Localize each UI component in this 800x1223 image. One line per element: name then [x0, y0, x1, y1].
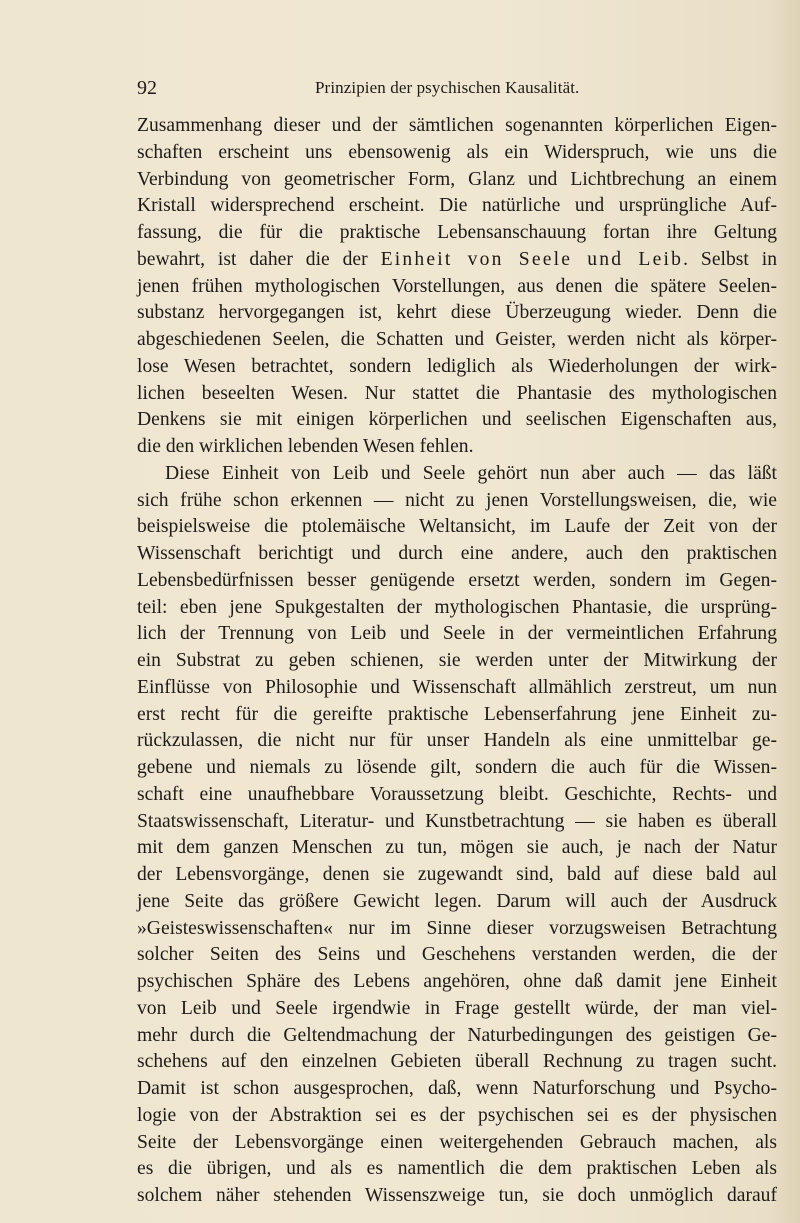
text-line: Lebensbedürfnissen besser genügende ersetzt werden, sondern im Gegen-: [137, 569, 777, 591]
text-line: psychischen Sphäre des Lebens angehören, ohne daß damit jene Einheit: [137, 971, 777, 992]
text-line: die den wirklichen lebenden Wesen fehlen.: [137, 436, 474, 457]
text-line: solchem näher stehenden Wissenszweige tun, sie doch unmöglich darauf: [137, 1185, 777, 1206]
text-line: logie von der Abstraktion sei es der psychischen sei es der physischen: [137, 1104, 777, 1126]
page-header: [0, 76, 800, 106]
text-line: schaft eine unaufhebbare Voraussetzung bleibt. Geschichte, Rechts- und: [137, 783, 777, 805]
text-line: es die übrigen, und als es namentlich die dem praktischen Leben als: [137, 1158, 777, 1180]
text-line: abgeschiedenen Seelen, die Schatten und Geister, werden nicht als körper-: [137, 329, 777, 350]
text-line-emphasis: [137, 247, 777, 274]
text-line: mehr durch die Geltendmachung der Naturbedingungen des geistigen Ge-: [137, 1024, 777, 1046]
text-line: der Lebensvorgänge, denen sie zugewandt sind, bald auf diese bald aul: [137, 864, 777, 885]
running-head: Prinzipien der psychischen Kausalität.: [315, 78, 580, 97]
text-line: Einflüsse von Philosophie und Wissenschaft allmählich zerstreut, um nun: [137, 676, 777, 698]
text-line: »Geisteswissenschaften« nur im Sinne dieser vorzugsweisen Betrachtung: [137, 917, 777, 939]
text-line: Zusammenhang dieser und der sämtlichen sogenannten körperlichen Eigen-: [137, 115, 777, 136]
text-line: beispielsweise die ptolemäische Weltansicht, im Laufe der Zeit von der: [137, 516, 777, 538]
text-line: Verbindung von geometrischer Form, Glanz und Lichtbrechung an einem: [137, 168, 777, 190]
paragraph-start-line: Diese Einheit von Leib und Seele gehört nun aber auch — das läßt: [165, 462, 777, 484]
text-line: jene Seite das größere Gewicht legen. Darum will auch der Ausdruck: [137, 890, 777, 912]
text-line: schehens auf den einzelnen Gebieten überall Rechnung zu tragen sucht.: [137, 1051, 777, 1073]
body-text: [137, 113, 777, 1210]
text-line: mit dem ganzen Menschen zu tun, mögen sie auch, je nach der Natur: [137, 837, 777, 859]
text-line: Wissenschaft berichtigt und durch eine andere, auch den praktischen: [137, 543, 777, 564]
text-line: Damit ist schon ausgesprochen, daß, wenn Naturforschung und Psycho-: [137, 1078, 777, 1099]
text-line: jenen frühen mythologischen Vorstellungen, aus denen die spätere Seelen-: [137, 275, 777, 297]
text-line: rückzulassen, die nicht nur für unser Handeln als eine unmittelbar ge-: [137, 730, 777, 752]
text-line: Kristall widersprechend erscheint. Die natürliche und ursprüngliche Auf-: [137, 195, 777, 217]
text-segment: bewahrt, ist daher die der: [137, 248, 381, 270]
text-segment: . Selbst in: [683, 248, 777, 270]
text-line: erst recht für die gereifte praktische Lebenserfahrung jene Einheit zu-: [137, 703, 777, 725]
text-line: sich frühe schon erkennen — nicht zu jenen Vorstellungsweisen, die, wie: [137, 489, 777, 511]
text-line: lichen beseelten Wesen. Nur stattet die Phantasie des mythologischen: [137, 382, 777, 404]
text-line: lich der Trennung von Leib und Seele in der vermeintlichen Erfahrung: [137, 623, 777, 645]
page-number: 92: [137, 77, 157, 99]
text-line: teil: eben jene Spukgestalten der mythologischen Phantasie, die ursprüng-: [137, 596, 777, 618]
text-line: substanz hervorgegangen ist, kehrt diese Überzeugung wieder. Denn die: [137, 302, 777, 324]
text-line: schaften erscheint uns ebensowenig als ein Widerspruch, wie uns die: [137, 141, 777, 163]
text-line: fassung, die für die praktische Lebensanschauung fortan ihre Geltung: [137, 222, 777, 243]
emphasized-phrase: Einheit von Seele und Leib: [380, 248, 684, 270]
text-line: von Leib und Seele irgendwie in Frage gestellt würde, der man viel-: [137, 997, 777, 1019]
text-line: Staatswissenschaft, Literatur- und Kunstbetrachtung — sie haben es überall: [137, 810, 777, 832]
text-line: ein Substrat zu geben schienen, sie werden unter der Mitwirkung der: [137, 650, 777, 671]
text-line: Seite der Lebensvorgänge einen weitergehenden Gebrauch machen, als: [137, 1131, 777, 1153]
text-line: Denkens sie mit einigen körperlichen und seelischen Eigenschaften aus,: [137, 409, 777, 431]
text-line: solcher Seiten des Seins und Geschehens verstanden werden, die der: [137, 944, 777, 966]
text-line: gebene und niemals zu lösende gilt, sondern die auch für die Wissen-: [137, 757, 777, 778]
text-line: lose Wesen betrachtet, sondern lediglich als Wiederholungen der wirk-: [137, 355, 777, 377]
